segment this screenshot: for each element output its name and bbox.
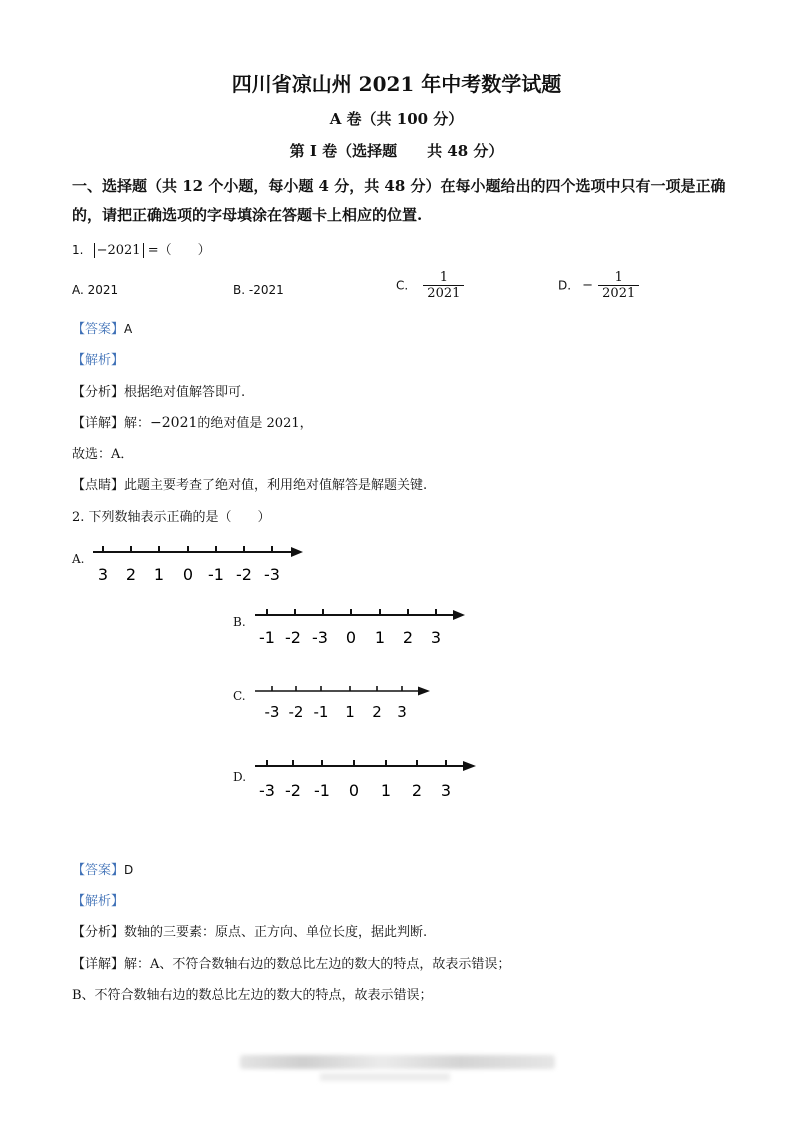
q1-xiangjie-value: −2021	[150, 415, 198, 431]
q2-option-d-numberline	[250, 754, 485, 802]
q1-xiangjie-tag: 【详解】	[72, 416, 125, 431]
tick-label: 0	[348, 781, 360, 800]
q2-fenxi-text: 数轴的三要素：原点、正方向、单位长度，据此判断.	[124, 925, 428, 940]
q1-answer-tag: 【答案】	[72, 322, 125, 337]
tick-label: -3	[264, 703, 280, 721]
tick-label: -1	[259, 628, 275, 647]
paper-subtitle: A 卷（共 100 分）	[329, 110, 464, 128]
page-title: 四川省凉山州 2021 年中考数学试题	[231, 72, 562, 96]
q1-option-c-numerator: 1	[439, 270, 448, 285]
q1-analysis-tag: 【解析】	[72, 353, 125, 368]
q2-option-b-label: B.	[233, 615, 246, 629]
tick-label: -1	[313, 703, 329, 721]
q2-answer	[72, 859, 133, 878]
q1-answer-value: A	[124, 322, 133, 336]
q1-xiangjie-post: 的绝对值是 2021，	[197, 416, 313, 431]
q1-dianjing-tag: 【点睛】	[72, 478, 125, 493]
q1-tail: =（ ）	[147, 243, 211, 258]
q2-option-a-numberline	[88, 540, 308, 586]
tick-label: 2	[125, 565, 137, 584]
q1-option-d-sign: −	[582, 278, 594, 293]
tick-label: 0	[182, 565, 194, 584]
tick-label: -2	[285, 781, 301, 800]
q1-dianjing-text: 此题主要考查了绝对值，利用绝对值解答是解题关键.	[124, 478, 428, 493]
q2-option-b-numberline	[250, 603, 470, 649]
tick-label: -1	[314, 781, 330, 800]
tick-label: -3	[264, 565, 280, 584]
tick-label: 3	[397, 703, 407, 721]
q2-line-b: B、不符合数轴右边的数总比左边的数大的特点，故表示错误；	[72, 988, 433, 1003]
tick-label: -2	[288, 703, 304, 721]
arrow-head-icon	[453, 610, 465, 620]
q2-xiangjie-text: 解：A、不符合数轴右边的数总比左边的数大的特点，故表示错误；	[124, 957, 511, 972]
q1-abs-value: −2021	[94, 243, 144, 258]
q2-stem: 2. 下列数轴表示正确的是（ ）	[72, 510, 271, 525]
q1-xiangjie-pre: 解：	[124, 416, 151, 431]
q1-number: 1.	[72, 243, 84, 257]
tick-label: -2	[285, 628, 301, 647]
q1-dianjing	[72, 474, 427, 493]
tick-label: 0	[345, 628, 357, 647]
q1-stem	[72, 239, 211, 258]
footer-watermark	[240, 1055, 555, 1069]
part-subtitle: 第 I 卷（选择题 共 48 分）	[289, 142, 504, 160]
tick-label: 1	[380, 781, 392, 800]
q1-xiangjie	[72, 412, 313, 431]
footer-watermark-line	[320, 1073, 450, 1081]
arrow-head-icon	[463, 761, 476, 771]
tick-label: -3	[259, 781, 275, 800]
tick-label: 2	[411, 781, 423, 800]
arrow-head-icon	[291, 547, 303, 557]
q2-fenxi	[72, 921, 427, 940]
tick-label: 3	[440, 781, 452, 800]
tick-label: 1	[374, 628, 386, 647]
tick-label: -2	[236, 565, 252, 584]
tick-label: 2	[372, 703, 382, 721]
q1-option-d-numerator: 1	[614, 270, 623, 285]
q1-fenxi-tag: 【分析】	[72, 385, 125, 400]
q1-option-d-denominator: 2021	[598, 285, 639, 301]
q1-option-d-fraction	[598, 270, 639, 301]
q2-fenxi-tag: 【分析】	[72, 925, 125, 940]
q1-option-a: A. 2021	[72, 283, 119, 297]
tick-label: 3	[97, 565, 109, 584]
q2-option-a-label: A.	[72, 552, 85, 566]
tick-label: -3	[312, 628, 328, 647]
q1-option-c-fraction	[423, 270, 464, 301]
q1-fenxi	[72, 381, 245, 400]
tick-label: 1	[345, 703, 355, 721]
tick-label: -1	[208, 565, 224, 584]
q2-option-c-numberline	[250, 679, 440, 725]
q2-option-d-label: D.	[233, 770, 247, 784]
arrow-head-icon	[418, 687, 430, 696]
q2-option-c-label: C.	[233, 689, 246, 703]
q2-xiangjie	[72, 953, 510, 972]
q1-option-d-label: D.	[558, 278, 572, 293]
q1-fenxi-text: 根据绝对值解答即可.	[124, 385, 246, 400]
q1-option-c	[396, 270, 464, 301]
tick-label: 3	[430, 628, 442, 647]
tick-label: 2	[402, 628, 414, 647]
q2-analysis-tag: 【解析】	[72, 894, 125, 909]
q1-option-d	[558, 270, 639, 301]
q2-answer-value: D	[124, 863, 134, 877]
q1-option-c-label: C.	[396, 278, 409, 293]
q1-choose: 故选：A．	[72, 447, 134, 462]
q2-xiangjie-tag: 【详解】	[72, 957, 125, 972]
q2-answer-tag: 【答案】	[72, 863, 125, 878]
q1-option-b: B. -2021	[233, 283, 284, 297]
q1-answer	[72, 318, 132, 337]
section-instruction: 一、选择题（共 12 个小题，每小题 4 分，共 48 分）在每小题给出的四个选项中只有一项是正确的，请把正确选项的字母填涂在答题卡上相应的位置.	[72, 177, 726, 224]
tick-label: 1	[153, 565, 165, 584]
q1-option-c-denominator: 2021	[423, 285, 464, 301]
